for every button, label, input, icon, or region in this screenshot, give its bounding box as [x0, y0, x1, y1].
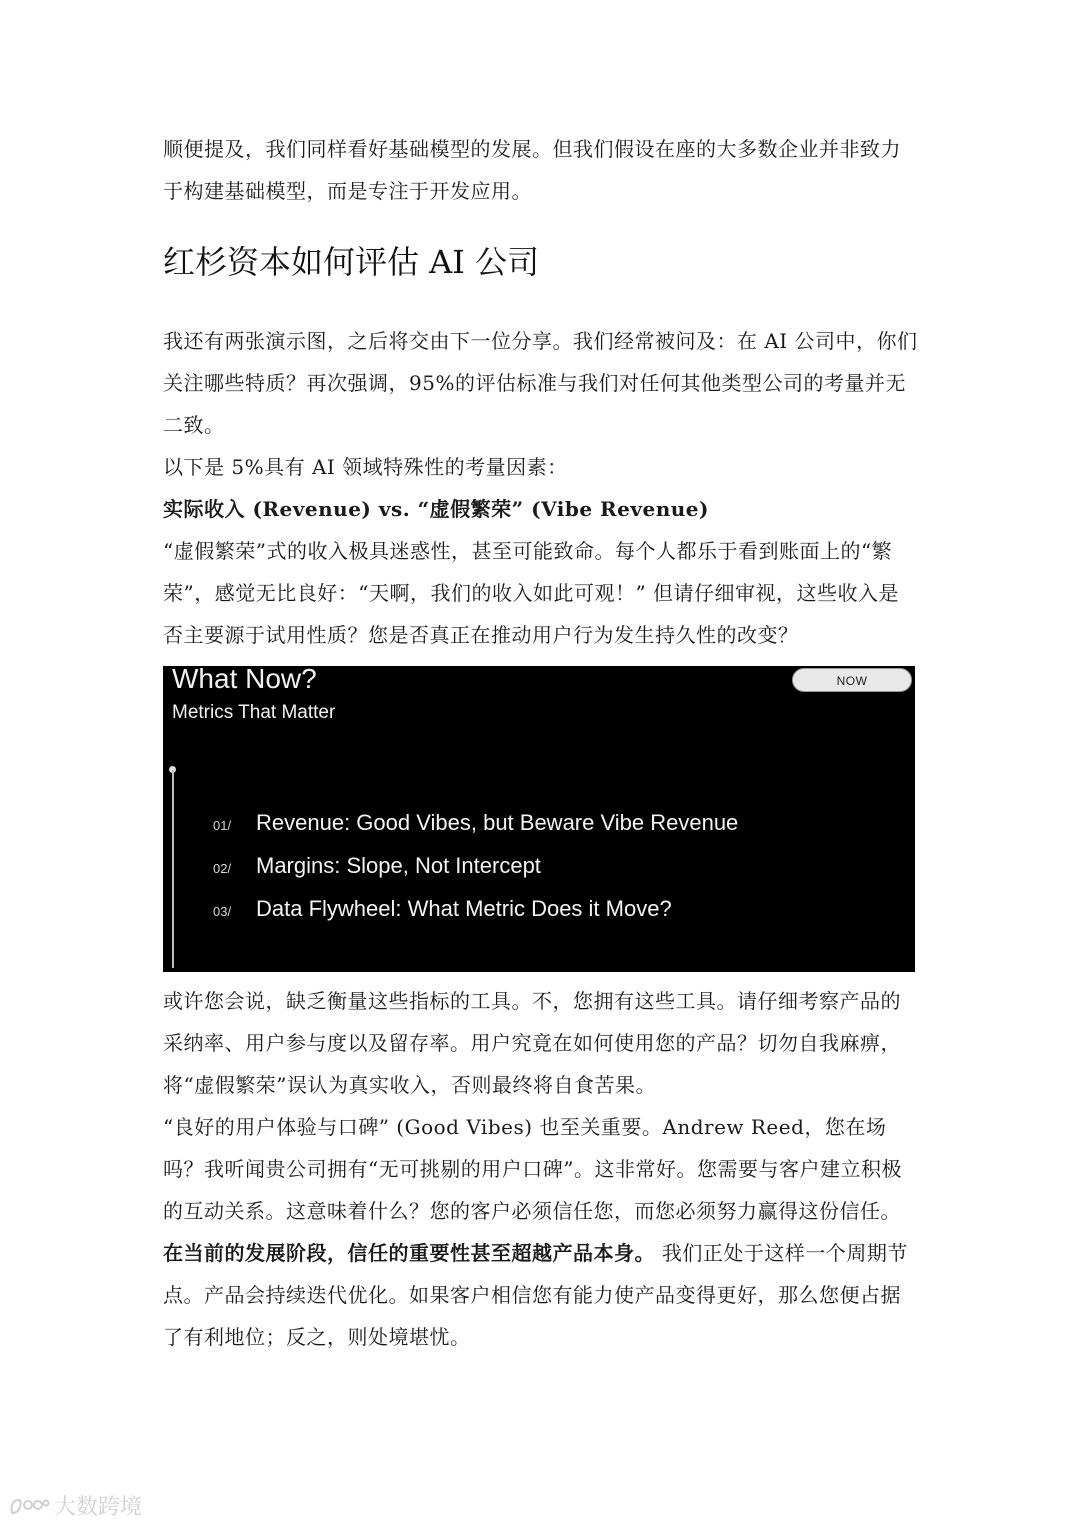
paragraph-good-vibes — [163, 1106, 918, 1358]
timeline-line — [172, 770, 174, 968]
paragraph-factors: 以下是 5%具有 AI 领域特殊性的考量因素： — [163, 455, 568, 479]
slide-item-text: Margins: Slope, Not Intercept — [256, 853, 541, 878]
good-vibes-text: “良好的用户体验与口碑” (Good Vibes) 也至关重要。Andrew Reed，您在场吗？我听闻贵公司拥有“无可挑剔的用户口碑”。这非常好。您需要与客户建立积极的互动关系。这意味着什么？您的客户必须信任您，而您必须努力赢得这份信任。 — [163, 1115, 902, 1223]
watermark-logo-icon — [8, 1495, 50, 1517]
subheading-revenue: 实际收入 (Revenue) vs. “虚假繁荣” (Vibe Revenue) — [163, 497, 709, 521]
paragraph-question: 我还有两张演示图，之后将交由下一位分享。我们经常被问及：在 AI 公司中，你们关注哪些特质？再次强调，95%的评估标准与我们对任何其他类型公司的考量并无二致。 — [163, 329, 918, 437]
slide-item-number: 02/ — [213, 861, 232, 876]
slide-item — [213, 810, 738, 840]
slide-item-text: Data Flywheel: What Metric Does it Move? — [256, 896, 672, 921]
slide-item — [213, 896, 672, 926]
now-badge: NOW — [792, 668, 912, 692]
slide-item-text: Revenue: Good Vibes, but Beware Vibe Revenue — [256, 810, 739, 835]
slide-item-number: 01/ — [213, 818, 232, 833]
section-heading: 红杉资本如何评估 AI 公司 — [163, 243, 540, 281]
paragraph-tools: 或许您会说，缺乏衡量这些指标的工具。不，您拥有这些工具。请仔细考察产品的采纳率、用户参与度以及留存率。用户究竟在如何使用您的产品？切勿自我麻痹，将“虚假繁荣”误认为真实收入，否则最终将自食苦果。 — [163, 989, 901, 1097]
trust-emphasis: 在当前的发展阶段，信任的重要性甚至超越产品本身。 — [163, 1241, 655, 1265]
slide-image — [163, 666, 915, 972]
paragraph-intro: 顺便提及，我们同样看好基础模型的发展。但我们假设在座的大多数企业并非致力于构建基础模型，而是专注于开发应用。 — [163, 137, 901, 203]
paragraph-vibe-revenue: “虚假繁荣”式的收入极具迷惑性，甚至可能致命。每个人都乐于看到账面上的“繁荣”，感觉无比良好：“天啊，我们的收入如此可观！” 但请仔细审视，这些收入是否主要源于试用性质？您是否真正在推动用户行为发生持久性的改变？ — [163, 539, 900, 647]
document-body — [163, 128, 918, 1358]
slide-subtitle: Metrics That Matter — [172, 702, 336, 723]
slide-item — [213, 853, 541, 883]
watermark — [8, 1490, 142, 1521]
slide-title: What Now? — [172, 666, 317, 694]
slide-item-number: 03/ — [213, 904, 232, 919]
watermark-text: 大数跨境 — [54, 1495, 143, 1520]
cycle-text: 我们正处于这样一个周期节点。产品会持续迭代优化。如果客户相信您有能力使产品变得更好，那么您便占据了有利地位；反之，则处境堪忧。 — [163, 1241, 908, 1349]
